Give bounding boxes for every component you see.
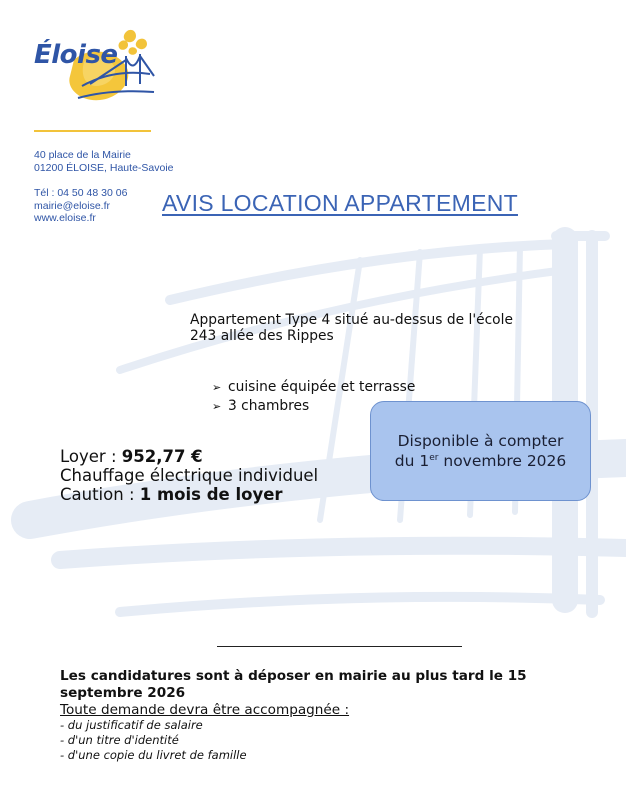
- apartment-description: [190, 312, 520, 344]
- document-item: - d'un titre d'identité: [60, 733, 179, 747]
- address-line-2: 01200 ÉLOISE, Haute-Savoie: [34, 161, 174, 174]
- feature-item: ➢ cuisine équipée et terrasse: [212, 379, 416, 395]
- address-block: [34, 149, 174, 174]
- rent-details: [60, 447, 318, 504]
- feature-item: ➢ 3 chambres: [212, 398, 310, 414]
- document-item: - du justificatif de salaire: [60, 718, 203, 732]
- description-line-2: 243 allée des Rippes: [190, 328, 334, 344]
- address-line-1: 40 place de la Mairie: [34, 149, 131, 161]
- website-link[interactable]: www.eloise.fr: [34, 212, 96, 224]
- deposit-line: Caution : 1 mois de loyer: [60, 485, 283, 504]
- availability-line-1: Disponible à compter: [397, 432, 564, 450]
- deposit-value: 1 mois de loyer: [139, 485, 283, 504]
- header-divider: [34, 130, 151, 132]
- logo-title: Éloise: [34, 40, 118, 70]
- arrow-bullet-icon: ➢: [212, 381, 222, 394]
- email-link[interactable]: mairie@eloise.fr: [34, 199, 111, 212]
- arrow-bullet-icon: ➢: [212, 400, 222, 413]
- availability-line-2: du 1er novembre 2026: [394, 452, 567, 470]
- availability-box: [370, 401, 591, 501]
- rent-value: 952,77 €: [121, 447, 203, 466]
- section-divider: [217, 646, 462, 647]
- rent-line: Loyer : 952,77 €: [60, 447, 203, 466]
- page-title: AVIS LOCATION APPARTEMENT: [162, 190, 518, 216]
- heating-line: Chauffage électrique individuel: [60, 466, 319, 485]
- description-line-1: Appartement Type 4 situé au-dessus de l'école: [190, 312, 513, 328]
- contact-block: [34, 187, 127, 225]
- phone-number: Tél : 04 50 48 30 06: [34, 187, 128, 199]
- candidacy-deadline: Les candidatures sont à déposer en mairie au plus tard le 15 septembre 2026: [60, 668, 527, 701]
- required-documents: [60, 718, 247, 763]
- document-item: - d'une copie du livret de famille: [60, 748, 247, 762]
- requirements-heading: Toute demande devra être accompagnée :: [60, 702, 350, 718]
